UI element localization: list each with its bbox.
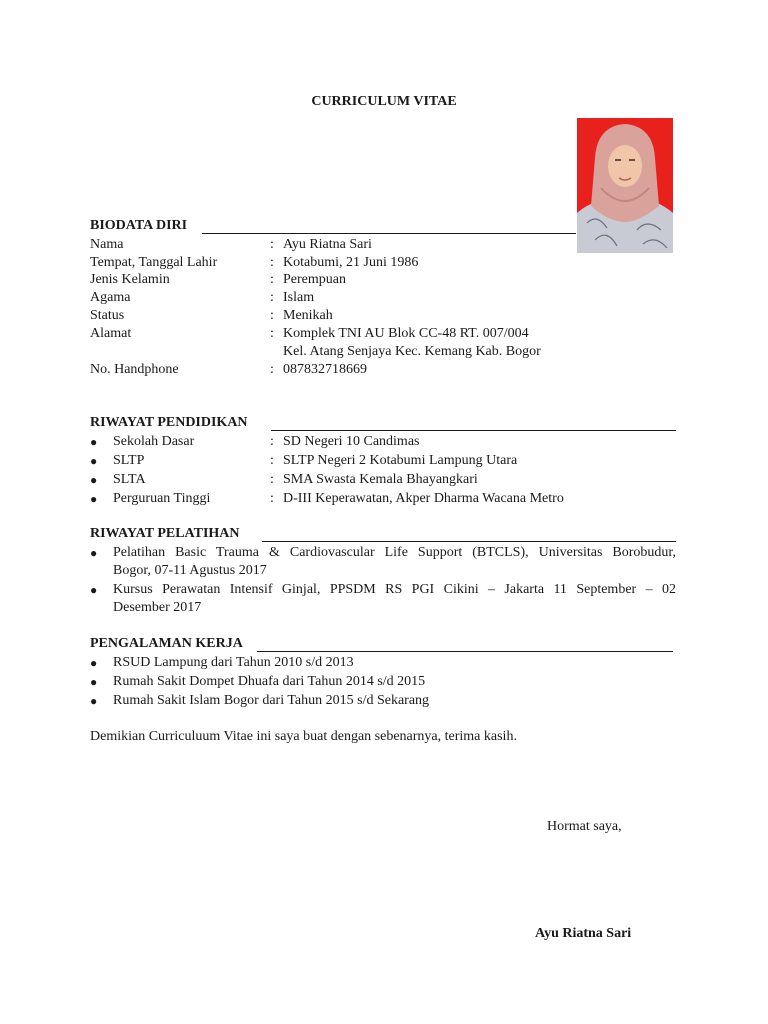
document-title: CURRICULUM VITAE bbox=[311, 94, 457, 109]
item-value: SD Negeri 10 Candimas bbox=[283, 434, 420, 449]
separator: : bbox=[270, 290, 274, 305]
bullet-icon: ● bbox=[90, 435, 98, 449]
field-value: Perempuan bbox=[283, 272, 346, 287]
field-label: Alamat bbox=[90, 326, 132, 341]
bullet-icon: ● bbox=[90, 675, 98, 689]
separator: : bbox=[270, 237, 274, 252]
separator: : bbox=[270, 308, 274, 323]
item-value: SMA Swasta Kemala Bhayangkari bbox=[283, 472, 478, 487]
bullet-icon: ● bbox=[90, 583, 98, 597]
item-text: Rumah Sakit Dompet Dhuafa dari Tahun 2014 s/d 2015 bbox=[113, 674, 426, 689]
bullet-icon: ● bbox=[90, 473, 98, 487]
bullet-icon: ● bbox=[90, 546, 98, 560]
pelatihan-rule bbox=[262, 541, 676, 542]
field-value-line2: Kel. Atang Senjaya Kec. Kemang Kab. Bogor bbox=[283, 344, 541, 359]
bullet-icon: ● bbox=[90, 454, 98, 468]
field-value: Islam bbox=[283, 290, 315, 305]
field-value: Kotabumi, 21 Juni 1986 bbox=[283, 255, 419, 270]
field-label: Agama bbox=[90, 290, 131, 305]
separator: : bbox=[270, 255, 274, 270]
pengalaman-rule bbox=[257, 651, 673, 652]
separator: : bbox=[270, 362, 274, 377]
item-text-line1: Kursus Perawatan Intensif Ginjal, PPSDM RS PGI Cikini – Jakarta 11 September – 02 bbox=[113, 582, 676, 597]
item-text-line2: Bogor, 07-11 Agustus 2017 bbox=[113, 563, 267, 578]
item-text-line1: Pelatihan Basic Trauma & Cardiovascular Life Support (BTCLS), Universitas Borobudur, bbox=[113, 545, 676, 560]
bullet-icon: ● bbox=[90, 656, 98, 670]
field-label: Tempat, Tanggal Lahir bbox=[90, 255, 218, 270]
signature-greeting: Hormat saya, bbox=[547, 819, 622, 834]
item-value: SLTP Negeri 2 Kotabumi Lampung Utara bbox=[283, 453, 518, 468]
closing-statement: Demikian Curriculuum Vitae ini saya buat dengan sebenarnya, terima kasih. bbox=[90, 729, 517, 744]
field-value: Komplek TNI AU Blok CC-48 RT. 007/004 bbox=[283, 326, 529, 341]
pelatihan-heading: RIWAYAT PELATIHAN bbox=[90, 526, 240, 541]
pendidikan-heading: RIWAYAT PENDIDIKAN bbox=[90, 415, 248, 430]
pengalaman-heading: PENGALAMAN KERJA bbox=[90, 636, 243, 651]
separator: : bbox=[270, 272, 274, 287]
item-value: D-III Keperawatan, Akper Dharma Wacana Metro bbox=[283, 491, 564, 506]
profile-photo bbox=[577, 118, 673, 253]
pendidikan-rule bbox=[271, 430, 676, 431]
separator: : bbox=[270, 326, 274, 341]
biodata-rule bbox=[202, 233, 576, 234]
separator: : bbox=[270, 472, 274, 487]
item-text-line2: Desember 2017 bbox=[113, 600, 202, 615]
item-label: Sekolah Dasar bbox=[113, 434, 195, 449]
bullet-icon: ● bbox=[90, 694, 98, 708]
item-label: Perguruan Tinggi bbox=[113, 491, 211, 506]
separator: : bbox=[270, 491, 274, 506]
item-text: RSUD Lampung dari Tahun 2010 s/d 2013 bbox=[113, 655, 354, 670]
field-label: No. Handphone bbox=[90, 362, 179, 377]
field-value: Ayu Riatna Sari bbox=[283, 237, 372, 252]
separator: : bbox=[270, 434, 274, 449]
bullet-icon: ● bbox=[90, 492, 98, 506]
item-text: Rumah Sakit Islam Bogor dari Tahun 2015 s/d Sekarang bbox=[113, 693, 430, 708]
separator: : bbox=[270, 453, 274, 468]
field-label: Jenis Kelamin bbox=[90, 272, 170, 287]
field-value: 087832718669 bbox=[283, 362, 367, 377]
field-label: Status bbox=[90, 308, 125, 323]
field-value: Menikah bbox=[283, 308, 333, 323]
field-label: Nama bbox=[90, 237, 124, 252]
biodata-heading: BIODATA DIRI bbox=[90, 218, 188, 233]
item-label: SLTA bbox=[113, 472, 146, 487]
signature-name: Ayu Riatna Sari bbox=[535, 926, 632, 941]
item-label: SLTP bbox=[113, 453, 145, 468]
